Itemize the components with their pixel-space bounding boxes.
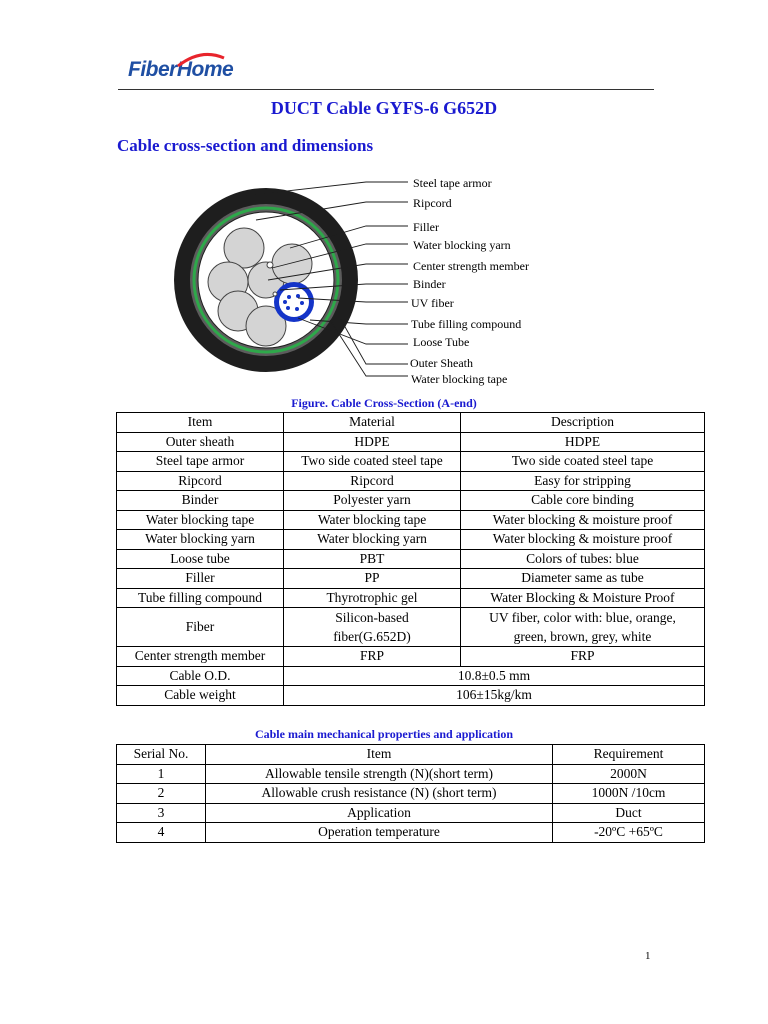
cell-item: Cable weight	[117, 686, 284, 706]
fiberhome-logo: FiberHome	[128, 58, 234, 81]
cell-description: FRP	[461, 647, 705, 667]
header-description: Description	[461, 413, 705, 433]
cell-value: 10.8±0.5 mm	[284, 666, 705, 686]
cell-material: Polyester yarn	[284, 491, 461, 511]
cell-item: Binder	[117, 491, 284, 511]
cell-material: PBT	[284, 549, 461, 569]
ripcord	[267, 262, 273, 268]
cell-requirement: -20ºC +65ºC	[553, 823, 705, 843]
water-blocking-yarn	[273, 292, 277, 296]
material-line-1: Silicon-based	[335, 610, 409, 625]
specification-table	[116, 412, 705, 706]
cell-material: Water blocking tape	[284, 510, 461, 530]
cell-serial-no: 4	[117, 823, 206, 843]
cell-description: Two side coated steel tape	[461, 452, 705, 472]
cell-description: Diameter same as tube	[461, 569, 705, 589]
table-row	[117, 666, 705, 686]
logo-arc-icon	[176, 50, 226, 70]
cell-item: Application	[206, 803, 553, 823]
cell-description: Water blocking & moisture proof	[461, 530, 705, 550]
cell-value: 106±15kg/km	[284, 686, 705, 706]
cell-description: Cable core binding	[461, 491, 705, 511]
label-ripcord: Ripcord	[413, 196, 452, 210]
cell-item: Steel tape armor	[117, 452, 284, 472]
description-line-2: green, brown, grey, white	[513, 629, 652, 644]
label-binder: Binder	[413, 277, 446, 291]
table-row	[117, 784, 705, 804]
mechanical-caption: Cable main mechanical properties and application	[254, 727, 514, 741]
cell-requirement: Duct	[553, 803, 705, 823]
cell-material: Ripcord	[284, 471, 461, 491]
table-row	[117, 432, 705, 452]
cell-description: HDPE	[461, 432, 705, 452]
cell-item: Loose tube	[117, 549, 284, 569]
cell-item: Fiber	[117, 608, 284, 647]
cell-material: FRP	[284, 647, 461, 667]
cell-material: Water blocking yarn	[284, 530, 461, 550]
cell-item: Ripcord	[117, 471, 284, 491]
header-item: Item	[206, 745, 553, 765]
mechanical-properties-table	[116, 744, 705, 843]
cell-material	[284, 608, 461, 647]
cell-description	[461, 608, 705, 647]
cable-cross-section-diagram	[160, 168, 560, 393]
table-row-fiber	[117, 608, 705, 647]
label-uv-fiber: UV fiber	[411, 296, 454, 310]
table-row	[117, 588, 705, 608]
page-number: 1	[645, 950, 651, 962]
material-line-2: fiber(G.652D)	[333, 629, 411, 644]
table-header-row	[117, 745, 705, 765]
section-title: Cable cross-section and dimensions	[117, 136, 374, 155]
cell-description: Water Blocking & Moisture Proof	[461, 588, 705, 608]
table-row	[117, 452, 705, 472]
label-center-strength-member: Center strength member	[413, 259, 529, 273]
header-material: Material	[284, 413, 461, 433]
header-serial-no: Serial No.	[117, 745, 206, 765]
cell-item: Center strength member	[117, 647, 284, 667]
table-header-row	[117, 413, 705, 433]
label-outer-sheath: Outer Sheath	[410, 356, 473, 370]
cell-description: Colors of tubes: blue	[461, 549, 705, 569]
table-row	[117, 491, 705, 511]
cell-material: HDPE	[284, 432, 461, 452]
label-loose-tube: Loose Tube	[413, 335, 470, 349]
table-row	[117, 471, 705, 491]
header-item: Item	[117, 413, 284, 433]
table-row	[117, 569, 705, 589]
table-row	[117, 647, 705, 667]
cell-serial-no: 2	[117, 784, 206, 804]
cell-item: Water blocking tape	[117, 510, 284, 530]
cell-item: Tube filling compound	[117, 588, 284, 608]
table-row	[117, 764, 705, 784]
cell-item: Cable O.D.	[117, 666, 284, 686]
table-row	[117, 510, 705, 530]
cell-description: Water blocking & moisture proof	[461, 510, 705, 530]
description-line-1: UV fiber, color with: blue, orange,	[489, 610, 676, 625]
label-water-blocking-tape: Water blocking tape	[411, 372, 508, 386]
table-row	[117, 549, 705, 569]
cell-item: Outer sheath	[117, 432, 284, 452]
table-row	[117, 686, 705, 706]
cell-item: Operation temperature	[206, 823, 553, 843]
label-steel-tape-armor: Steel tape armor	[413, 176, 492, 190]
header-requirement: Requirement	[553, 745, 705, 765]
cell-material: Two side coated steel tape	[284, 452, 461, 472]
cell-material: Thyrotrophic gel	[284, 588, 461, 608]
table-row	[117, 803, 705, 823]
cell-description: Easy for stripping	[461, 471, 705, 491]
table-row	[117, 530, 705, 550]
cell-material: PP	[284, 569, 461, 589]
header-rule	[118, 89, 654, 90]
cell-item: Allowable crush resistance (N) (short term)	[206, 784, 553, 804]
label-water-blocking-yarn: Water blocking yarn	[413, 238, 511, 252]
cell-serial-no: 1	[117, 764, 206, 784]
label-filler: Filler	[413, 220, 439, 234]
document-title: DUCT Cable GYFS-6 G652D	[270, 98, 498, 118]
cell-serial-no: 3	[117, 803, 206, 823]
table-row	[117, 823, 705, 843]
cell-item: Filler	[117, 569, 284, 589]
cell-requirement: 2000N	[553, 764, 705, 784]
cell-item: Allowable tensile strength (N)(short term)	[206, 764, 553, 784]
cell-requirement: 1000N /10cm	[553, 784, 705, 804]
label-tube-filling-compound: Tube filling compound	[411, 317, 522, 331]
cell-item: Water blocking yarn	[117, 530, 284, 550]
figure-caption: Figure. Cable Cross-Section (A-end)	[291, 396, 477, 410]
